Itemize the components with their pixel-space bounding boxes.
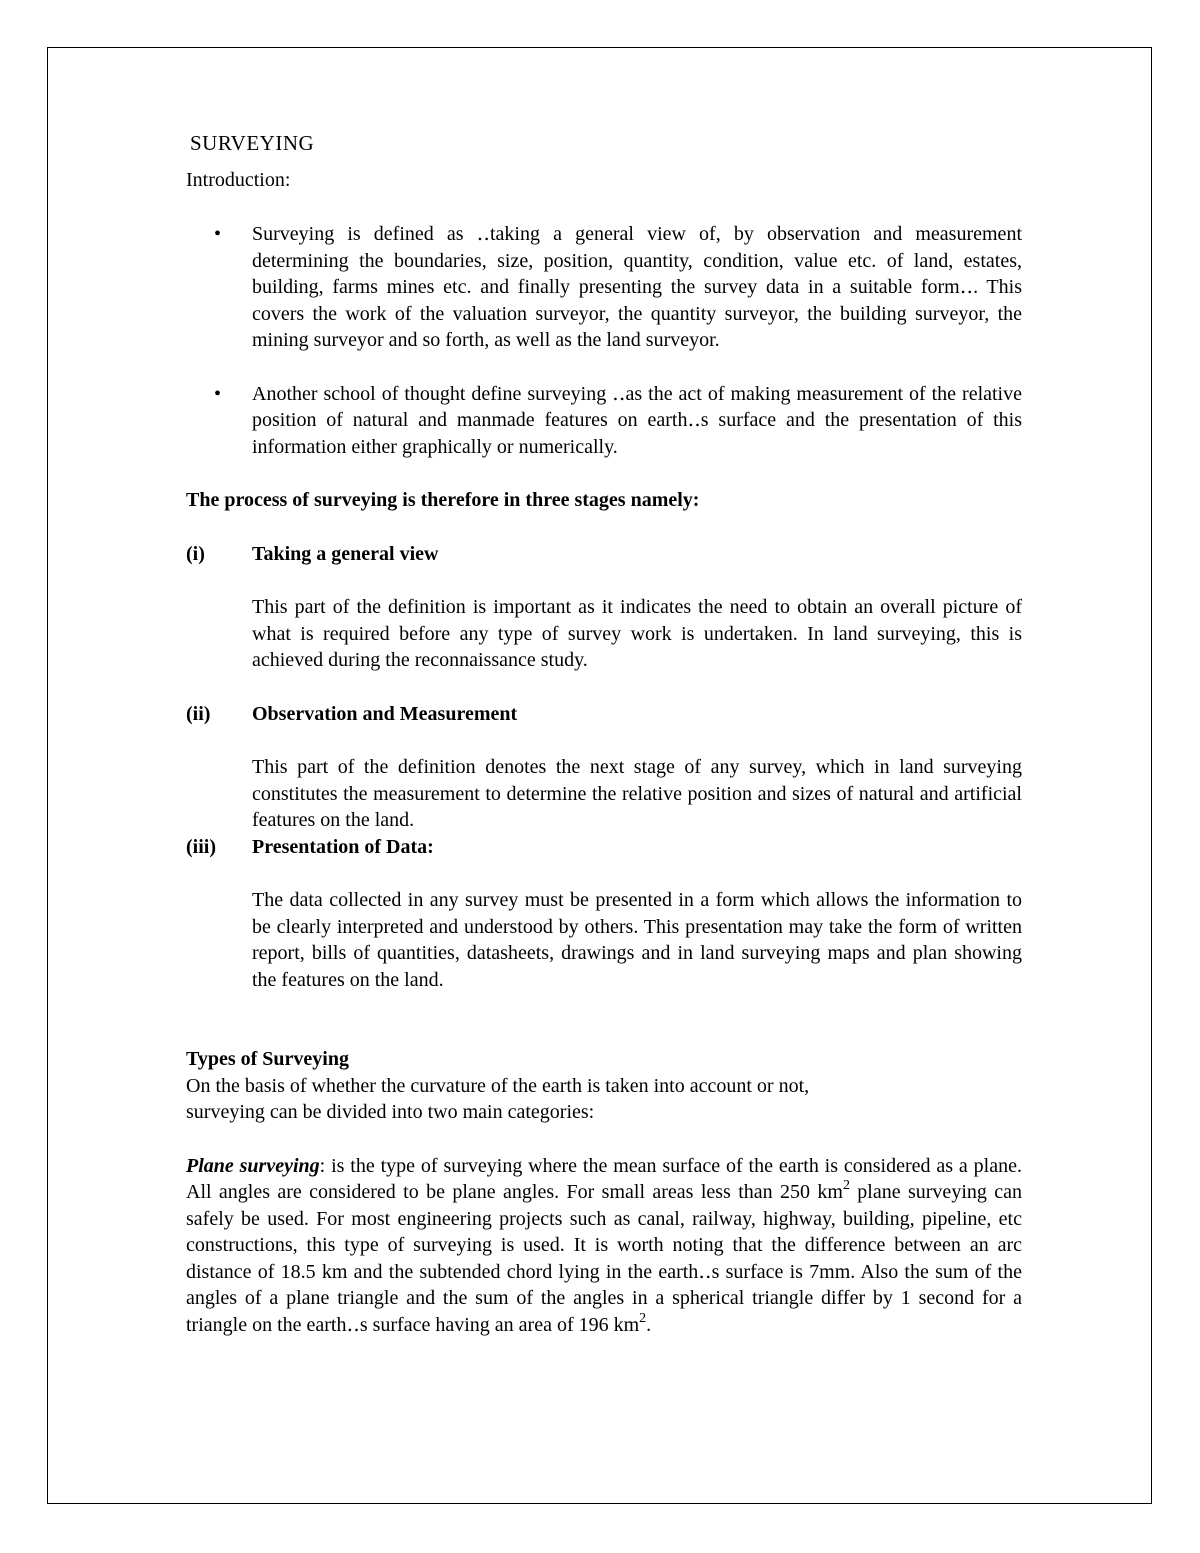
plane-text-2: plane surveying can safely be used. For most engineering projects such as canal, railway, highway, building, pipeline, etc constructions, this type of surveying is used. It is worth noting that the difference between an arc distance of 18.5 km and the subtended chord lying in the earth‥s surface is 7mm. Also the sum of the angles of a plane triangle and the sum of the angles in a spherical triangle differ by 1 second for a triangle on the earth‥s surface having an area of 196 km bbox=[186, 1181, 1022, 1336]
stage-title: Observation and Measurement bbox=[252, 702, 518, 725]
stage-body: The data collected in any survey must be presented in a form which allows the information to be clearly interpreted and understood by others. This presentation may take the form of written report, bills of quantities, datasheets, drawings and in land surveying maps and plan showing the features on the land. bbox=[252, 889, 1022, 991]
superscript-2: 2 bbox=[842, 1178, 850, 1193]
stage-title: Presentation of Data: bbox=[252, 835, 434, 858]
plane-text-1: : is the type of surveying where the mean surface of the earth is considered as a plane. All angles are considered to be plane angles. For small areas less than 250 km bbox=[186, 1154, 1022, 1203]
list-item-text: Surveying is defined as ‥taking a general view of, by observation and measurement determining the boundaries, size, position, quantity, condition, value etc. of land, estates, building, farms mines etc. and finally presenting the survey data in a suitable form‥. This covers the work of the valuation surveyor, the quantity surveyor, the building surveyor, the mining surveyor and so forth, as well as the land surveyor. bbox=[252, 223, 1022, 351]
list-item bbox=[186, 221, 1022, 354]
stage-heading bbox=[186, 834, 1022, 861]
stage-title: Taking a general view bbox=[252, 542, 439, 565]
stage-2 bbox=[186, 701, 1022, 834]
document-title: SURVEYING bbox=[190, 131, 315, 155]
stage-1 bbox=[186, 541, 1022, 674]
bullet-icon: • bbox=[214, 382, 222, 405]
stage-heading bbox=[186, 541, 1022, 568]
types-heading: Types of Surveying bbox=[186, 1048, 349, 1070]
stage-number: (ii) bbox=[186, 702, 211, 725]
types-intro-line-1: On the basis of whether the curvature of the earth is taken into account or not, bbox=[186, 1074, 810, 1097]
stage-body: This part of the definition is important as it indicates the need to obtain an overall picture of what is required before any type of survey work is undertaken. In land surveying, this is achieved during the reconnaissance study. bbox=[252, 596, 1022, 671]
stage-heading bbox=[186, 701, 1022, 728]
document-body bbox=[186, 130, 1022, 1338]
plane-text-3: . bbox=[646, 1313, 652, 1336]
plane-surveying-paragraph bbox=[186, 1153, 1022, 1339]
types-intro-line-2: surveying can be divided into two main categories: bbox=[186, 1101, 595, 1123]
definition-list bbox=[186, 221, 1022, 460]
stage-number: (iii) bbox=[186, 835, 216, 858]
intro-label: Introduction: bbox=[186, 168, 291, 191]
process-heading: The process of surveying is therefore in three stages namely: bbox=[186, 489, 700, 511]
plane-surveying-term: Plane surveying bbox=[186, 1154, 320, 1177]
stage-body: This part of the definition denotes the next stage of any survey, which in land surveying constitutes the measurement to determine the relative position and sizes of natural and artificial features on the land. bbox=[252, 756, 1022, 831]
superscript-2: 2 bbox=[639, 1310, 647, 1326]
list-item bbox=[186, 381, 1022, 461]
stage-number: (i) bbox=[186, 542, 205, 565]
list-item-text: Another school of thought define surveying ‥as the act of making measurement of the relative position of natural and manmade features on earth‥s surface and the presentation of this information either graphically or numerically. bbox=[252, 382, 1022, 458]
bullet-icon: • bbox=[214, 223, 222, 245]
stage-3 bbox=[186, 834, 1022, 994]
